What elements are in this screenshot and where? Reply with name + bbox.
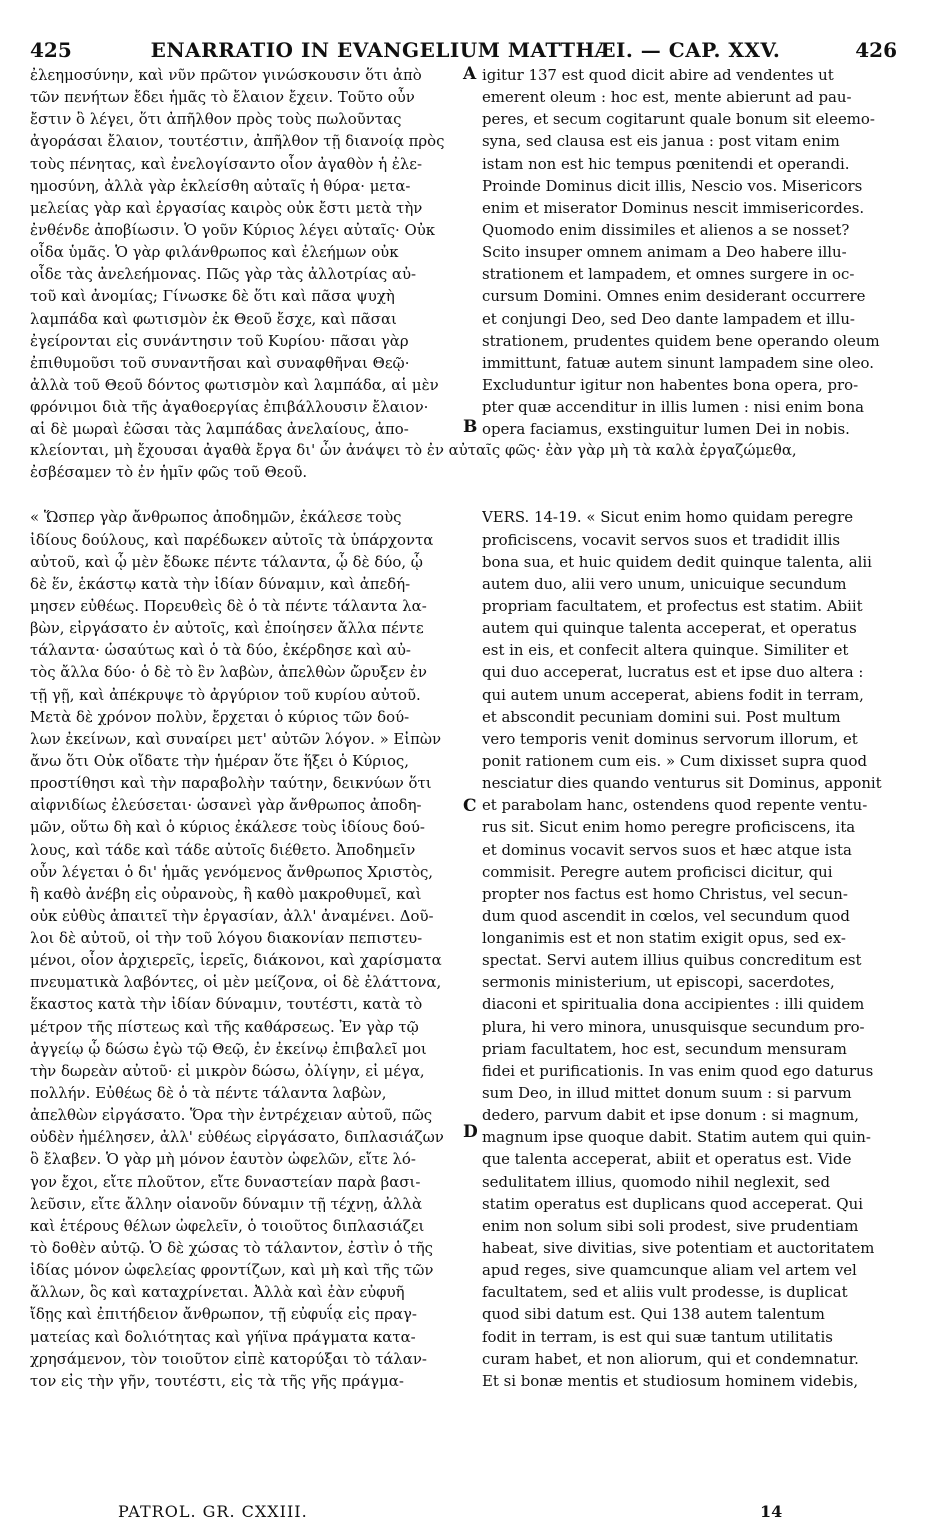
text-line: δὲ ἕν, ἑκάστῳ κατὰ τὴν ἰδίαν δύναμιν, καὶ ἀπεδή- xyxy=(30,574,411,593)
margin-letter-c: C xyxy=(463,796,477,816)
text-line: facultatem, sed et aliis vult prodesse, is duplicat xyxy=(482,1283,848,1302)
text-line: τὴν δωρεὰν αὐτοῦ· εἰ μικρὸν δώσω, ὀλίγην, εἰ μέγα, xyxy=(30,1061,425,1080)
text-line: « Ὥσπερ γὰρ ἄνθρωπος ἀποδημῶν, ἐκάλεσε τοὺς xyxy=(30,508,402,527)
text-line: ἐλεημοσύνην, καὶ νῦν πρῶτον γινώσκουσιν ὅτι ἀπὸ xyxy=(30,66,422,84)
text-line: dedero, parvum dabit et ipse donum : si magnum, xyxy=(482,1106,860,1125)
text-line: enim non solum sibi soli prodest, sive prudentiam xyxy=(482,1216,859,1235)
text-line: strationem et lampadem, et omnes surgere in oc- xyxy=(482,265,855,284)
text-line: et dominus vocavit servos suos et hæc atque ista xyxy=(482,840,852,859)
text-line: Μετὰ δὲ χρόνον πολὺν, ἔρχεται ὁ κύριος τῶν δού- xyxy=(30,707,410,726)
text-line: ματείας καὶ δολιότητας καὶ γήϊνα πράγματα κατα- xyxy=(30,1327,416,1346)
text-line: bona sua, et huic quidem dedit quinque talenta, alii xyxy=(482,552,872,571)
margin-letter-a: A xyxy=(463,64,477,84)
text-line: λων ἐκείνων, καὶ συναίρει μετ' αὐτῶν λόγον. » Εἰπὼν xyxy=(30,729,442,748)
text-line: emerent oleum : hoc est, mente abierunt ad pau- xyxy=(482,88,852,107)
text-line: Excluduntur igitur non habentes bona opera, pro- xyxy=(482,375,859,394)
text-line: enim et miserator Dominus nescit immisericordes. xyxy=(482,198,865,217)
text-line: ἰδίους δούλους, καὶ παρέδωκεν αὐτοῖς τὰ ὑπάρχοντα xyxy=(30,530,434,549)
text-line: χρησάμενον, τὸν τοιοῦτον εἰπὲ κατορύξαι τὸ τάλαν- xyxy=(30,1349,427,1368)
text-line: αὐτοῦ, καὶ ᾧ μὲν ἔδωκε πέντε τάλαντα, ᾧ δὲ δύο, ᾧ xyxy=(30,552,423,571)
text-line: Scito insuper omnem animam a Deo habere illu- xyxy=(482,243,847,262)
text-line: spectat. Servi autem illius quibus concreditum est xyxy=(482,951,862,970)
text-line: dum quod ascendit in cœlos, vel secundum quod xyxy=(482,906,850,925)
text-line: commisit. Peregre autem proficisci dicitur, qui xyxy=(482,862,833,881)
text-line: vero temporis venit dominus servorum illorum, et xyxy=(482,729,858,748)
text-line: priam facultatem, hoc est, secundum mensuram xyxy=(482,1039,847,1058)
text-line: opera faciamus, exstinguitur lumen Dei in nobis. xyxy=(482,420,850,439)
text-line: τάλαντα· ὡσαύτως καὶ ὁ τὰ δύο, ἐκέρδησε καὶ αὐ- xyxy=(30,641,411,660)
text-line: ἐπιθυμοῦσι τοῦ συναντῆσαι καὶ συναφθῆναι Θεῷ· xyxy=(30,353,410,372)
text-line: λεῦσιν, εἴτε ἄλλην οἱανοῦν δύναμιν τῇ τέχνῃ, ἀλλὰ xyxy=(30,1194,423,1213)
text-line: fidei et purificationis. In vas enim quod ego daturus xyxy=(482,1061,874,1080)
text-line: ἰδίας μόνον ὠφελείας φροντίζων, καὶ μὴ καὶ τῆς τῶν xyxy=(30,1261,434,1280)
page-number-left: 425 xyxy=(30,38,72,62)
text-line: τοὺς πένητας, καὶ ἐνελογίσαντο οἷον ἀγαθὸν ἡ ἐλε- xyxy=(30,154,423,173)
text-line: τὸς ἄλλα δύο· ὁ δὲ τὸ ἓν λαβὼν, ἀπελθὼν ὤρυξεν ἐν xyxy=(30,663,427,682)
text-line: τοῦ καὶ ἀνομίας; Γίνωσκε δὲ ὅτι καὶ πᾶσα ψυχὴ xyxy=(30,287,395,306)
text-line: ponit rationem cum eis. » Cum dixisset supra quod xyxy=(482,751,868,770)
text-line: ὃ ἔλαβεν. Ὁ γὰρ μὴ μόνον ἑαυτὸν ὠφελῶν, εἴτε λό- xyxy=(30,1150,416,1169)
text-line: habeat, sive divitias, sive potentiam et auctoritatem xyxy=(482,1239,875,1258)
text-line: quod sibi datum est. Qui 138 autem talentum xyxy=(482,1305,825,1324)
text-line: Et si bonæ mentis et studiosum hominem videbis, xyxy=(482,1371,859,1390)
margin-letter-d: D xyxy=(463,1122,478,1142)
text-line: est in eis, et confecit altera quinque. Similiter et xyxy=(482,641,849,660)
text-line: et parabolam hanc, ostendens quod repente ventu- xyxy=(482,796,868,815)
text-line: ημοσύνη, ἀλλὰ γὰρ ἐκλείσθη αὐταῖς ἡ θύρα· μετα- xyxy=(30,176,411,195)
text-line: qui autem unum acceperat, abiens fodit in terram, xyxy=(482,685,864,704)
text-line: οὐδὲν ἠμέλησεν, ἀλλ' εὐθέως εἰργάσατο, διπλασιάζων xyxy=(30,1128,444,1147)
text-line: καὶ ἑτέρους θέλων ὠφελεῖν, ὁ τοιοῦτος διπλασιάζει xyxy=(30,1216,425,1235)
text-line: strationem, prudentes quidem bene operando oleum xyxy=(482,331,880,350)
text-line: ἐνθένδε ἀποβίωσιν. Ὁ γοῦν Κύριος λέγει αὐταῖς· Οὐκ xyxy=(30,220,436,239)
text-line: magnum ipse quoque dabit. Statim autem qui quin- xyxy=(482,1128,871,1147)
text-line: οἶδε τὰς ἀνελεήμονας. Πῶς γὰρ τὰς ἀλλοτρίας αὐ- xyxy=(30,265,417,284)
text-line: istam non est hic tempus pœnitendi et operandi. xyxy=(482,154,850,173)
latin-column xyxy=(482,64,898,1392)
text-line: οὐκ εὐθὺς ἀπαιτεῖ τὴν ἐργασίαν, ἀλλ' ἀναμένει. Δοῦ- xyxy=(30,906,434,925)
text-line: ἀγγείῳ ᾧ δώσω ἐγὼ τῷ Θεῷ, ἐν ἐκείνῳ ἐπιβαλεῖ μοι xyxy=(30,1039,427,1058)
text-line: cursum Domini. Omnes enim desiderant occurrere xyxy=(482,287,866,306)
text-line: et abscondit pecuniam domini sui. Post multum xyxy=(482,707,841,726)
text-line: curam habet, et non aliorum, qui et condemnatur. xyxy=(482,1349,859,1368)
text-line: ἄλλων, ὃς καὶ καταχρίνεται. Ἀλλὰ καὶ ἐὰν εὐφυῆ xyxy=(30,1283,405,1302)
text-line: ἐγείρονται εἰς συνάντησιν τοῦ Κυρίου· πᾶσαι γὰρ xyxy=(30,331,409,350)
full-width-line: ἐσβέσαμεν τὸ ἐν ἡμῖν φῶς τοῦ Θεοῦ. xyxy=(30,462,308,481)
text-line: nesciatur dies quando venturus sit Dominus, apponit xyxy=(482,774,882,793)
text-line: τῶν πενήτων ἔδει ἡμᾶς τὸ ἔλαιον ἔχειν. Τοῦτο οὖν xyxy=(30,88,415,107)
page-number-right: 426 xyxy=(855,38,897,62)
text-line: αἰφνιδίως ἐλεύσεται· ὡσανεὶ γὰρ ἄνθρωπος ἀποδη- xyxy=(30,796,422,815)
text-line: λοι δὲ αὐτοῦ, οἱ τὴν τοῦ λόγου διακονίαν πεπιστευ- xyxy=(30,929,423,948)
text-line: ἄνω ὅτι Οὐκ οἴδατε τὴν ἡμέραν ὅτε ἥξει ὁ Κύριος, xyxy=(30,751,409,770)
text-line: propter nos factus est homo Christus, vel secun- xyxy=(482,884,848,903)
text-line: sedulitatem illius, quomodo nihil neglexit, sed xyxy=(482,1172,831,1191)
text-line: μῶν, οὕτω δὴ καὶ ὁ κύριος ἐκάλεσε τοὺς ἰδίους δού- xyxy=(30,818,425,837)
text-line: βὼν, εἰργάσατο ἐν αὐτοῖς, καὶ ἐποίησεν ἄλλα πέντε xyxy=(30,619,424,638)
text-line: fodit in terram, is est qui suæ tantum utilitatis xyxy=(482,1327,833,1346)
text-line: μένοι, οἷον ἀρχιερεῖς, ἱερεῖς, διάκονοι, καὶ χαρίσματα xyxy=(30,951,442,970)
full-width-line: κλείονται, μὴ ἔχουσαι ἀγαθὰ ἔργα δι' ὧν ἀνάψει τὸ ἐν αὐταῖς φῶς· ἐὰν γὰρ μὴ τὰ καλὰ ἐργαζώμεθα, xyxy=(30,440,797,459)
text-line: sum Deo, in illud mittet donum suum : si parvum xyxy=(482,1084,852,1103)
text-line: plura, hi vero minora, unusquisque secundum pro- xyxy=(482,1017,865,1036)
text-line: proficiscens, vocavit servos suos et tradidit illis xyxy=(482,530,841,549)
text-line: ἀπελθὼν εἰργάσατο. Ὅρα τὴν ἐντρέχειαν αὐτοῦ, πῶς xyxy=(30,1106,433,1125)
text-line: sermonis ministerium, ut episcopi, sacerdotes, xyxy=(482,973,835,992)
text-line: immittunt, fatuæ autem sinunt lampadem sine oleo. xyxy=(482,353,874,372)
text-line: οὖν λέγεται ὁ δι' ἡμᾶς γενόμενος ἄνθρωπος Χριστὸς, xyxy=(30,862,434,881)
text-line: peres, et secum cogitarunt quale bonum sit eleemo- xyxy=(482,110,875,129)
text-line: propriam facultatem, et profectus est statim. Abiit xyxy=(482,596,863,615)
text-line: ἢ καθὸ ἀνέβη εἰς οὐρανοὺς, ἢ καθὸ μακροθυμεῖ, καὶ xyxy=(30,884,422,903)
text-line: longanimis est et non statim exigit opus, sed ex- xyxy=(482,929,846,948)
text-line: ἀγοράσαι ἔλαιον, τουτέστιν, ἀπῆλθον τῇ διανοίᾳ πρὸς xyxy=(30,132,445,151)
footer-series: PATROL. GR. CXXIII. xyxy=(118,1502,308,1521)
text-line: igitur 137 est quod dicit abire ad vendentes ut xyxy=(482,66,834,84)
text-line: qui duo acceperat, lucratus est et ipse duo altera : xyxy=(482,663,864,682)
text-line: μελείας γὰρ καὶ ἐργασίας καιρὸς οὐκ ἔστι μετὰ τὴν xyxy=(30,198,423,217)
footer-signature: 14 xyxy=(760,1502,783,1521)
text-line: pter quæ accenditur in illis lumen : nisi enim bona xyxy=(482,398,865,417)
text-line: que talenta acceperat, abiit et operatus est. Vide xyxy=(482,1150,852,1169)
text-line: ἔστιν ὃ λέγει, ὅτι ἀπῆλθον πρὸς τοὺς πωλοῦντας xyxy=(30,110,402,129)
text-line: Quomodo enim dissimiles et alienos a se nosset? xyxy=(482,220,850,239)
text-line: Proinde Dominus dicit illis, Nescio vos. Misericors xyxy=(482,176,863,195)
text-line: μησεν εὐθέως. Πορευθεὶς δὲ ὁ τὰ πέντε τάλαντα λα- xyxy=(30,596,427,615)
text-line: syna, sed clausa est eis janua : post vitam enim xyxy=(482,132,840,151)
greek-column xyxy=(30,64,460,1392)
text-line: ἀλλὰ τοῦ Θεοῦ δόντος φωτισμὸν καὶ λαμπάδα, αἱ μὲν xyxy=(30,375,439,394)
text-line: αἱ δὲ μωραὶ ἐῶσαι τὰς λαμπάδας ἀνελαίους, ἀπο- xyxy=(30,420,409,439)
margin-letter-b: B xyxy=(463,417,478,437)
text-line: ἴδῃς καὶ ἐπιτήδειον ἄνθρωπον, τῇ εὐφυΐᾳ εἰς πραγ- xyxy=(30,1305,417,1324)
text-line: φρόνιμοι διὰ τῆς ἀγαθοεργίας ἐπιβάλλουσιν ἔλαιον· xyxy=(30,398,429,417)
text-line: τῇ γῇ, καὶ ἀπέκρυψε τὸ ἀργύριον τοῦ κυρίου αὐτοῦ. xyxy=(30,685,421,704)
running-title: ENARRATIO IN EVANGELIUM MATTHÆI. — CAP. XXV. xyxy=(150,38,781,62)
text-line: τον εἰς τὴν γῆν, τουτέστι, εἰς τὰ τῆς γῆς πράγμα- xyxy=(30,1371,404,1390)
text-line: diaconi et spiritualia dona accipientes : illi quidem xyxy=(482,995,865,1014)
text-line: οἶδα ὑμᾶς. Ὁ γὰρ φιλάνθρωπος καὶ ἐλεήμων οὐκ xyxy=(30,243,399,262)
text-line: γον ἔχοι, εἴτε πλοῦτον, εἴτε δυναστείαν παρὰ βασι- xyxy=(30,1172,421,1191)
text-line: statim operatus est duplicans quod acceperat. Qui xyxy=(482,1194,863,1213)
text-line: autem qui quinque talenta acceperat, et operatus xyxy=(482,619,857,638)
text-line: autem duo, alii vero unum, unicuique secundum xyxy=(482,574,847,593)
text-line: τὸ δοθὲν αὐτῷ. Ὁ δὲ χώσας τὸ τάλαντον, ἐστὶν ὁ τῆς xyxy=(30,1239,433,1258)
text-line: πολλήν. Εὐθέως δὲ ὁ τὰ πέντε τάλαντα λαβὼν, xyxy=(30,1084,387,1103)
text-line: apud reges, sive quamcunque aliam vel artem vel xyxy=(482,1261,857,1280)
text-line: λαμπάδα καὶ φωτισμὸν ἐκ Θεοῦ ἔσχε, καὶ πᾶσαι xyxy=(30,309,397,328)
text-line: et conjungi Deo, sed Deo dante lampadem et illu- xyxy=(482,309,855,328)
text-line: προστίθησι καὶ τὴν παραβολὴν ταύτην, δεικνύων ὅτι xyxy=(30,774,432,793)
text-line: πνευματικὰ λαβόντες, οἱ μὲν μείζονα, οἱ δὲ ἐλάττονα, xyxy=(30,973,442,992)
text-line: ἕκαστος κατὰ τὴν ἰδίαν δύναμιν, τουτέστι, κατὰ τὸ xyxy=(30,995,423,1014)
text-line: rus sit. Sicut enim homo peregre proficiscens, ita xyxy=(482,818,856,837)
text-line: μέτρον τῆς πίστεως καὶ τῆς καθάρσεως. Ἐν γὰρ τῷ xyxy=(30,1017,419,1036)
text-line: λους, καὶ τάδε καὶ τάδε αὐτοῖς διέθετο. Ἀποδημεῖν xyxy=(30,840,416,859)
text-line: VERS. 14-19. « Sicut enim homo quidam peregre xyxy=(482,508,854,527)
